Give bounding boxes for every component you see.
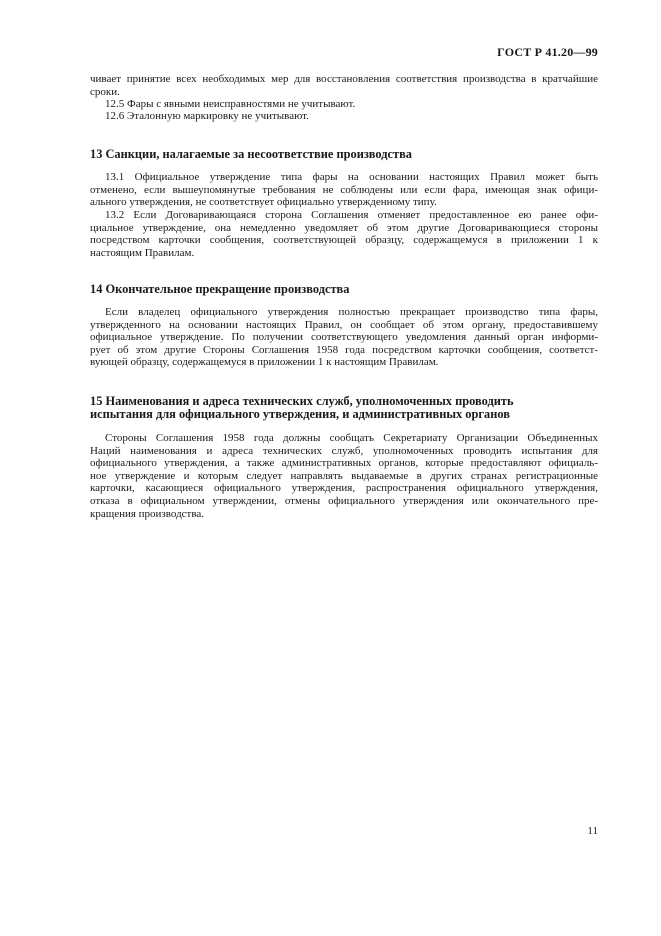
clause-13-1 — [90, 171, 598, 209]
heading-line: испытания для официального утверждения, и административных органов — [90, 407, 510, 422]
section-15-heading — [90, 395, 598, 422]
text-line: кращения производства. — [90, 507, 205, 520]
section-14-heading: 14 Окончательное прекращение производства — [90, 282, 350, 296]
text-line: отменено, если вышеупомянутые требования не соблюдены или если фара, имеющая знак офици- — [90, 183, 598, 196]
text-line: 13.1 Официальное утверждение типа фары на основании настоящих Правил может быть — [105, 171, 598, 183]
section-14-paragraph — [90, 306, 598, 369]
document-header-id: ГОСТ Р 41.20—99 — [497, 45, 598, 59]
text-line: ное утверждение и которым следует направлять выдаваемые в других странах регистрационные — [90, 469, 598, 482]
text-line: ального утверждения, не соответствует официально утвержденному типу. — [90, 196, 437, 209]
section-13-heading: 13 Санкции, налагаемые за несоответствие производства — [90, 147, 412, 161]
text-line: официальное утверждение. По получении соответствующего уведомления данный орган информи- — [90, 331, 598, 344]
text-line: 13.2 Если Договаривающаяся сторона Соглашения отменяет предоставленное ею ранее офи- — [105, 209, 598, 221]
text-line: отказа в официальном утверждении, отмены официального утверждения или окончательного пре- — [90, 494, 598, 507]
heading-line: 15 Наименования и адреса технических служб, уполномоченных проводить — [90, 394, 514, 408]
clause-12-5: 12.5 Фары с явными неисправностями не учитывают. — [105, 98, 356, 110]
text-line: циальное утверждение, она немедленно уведомляет об этом другие Договаривающиеся стороны — [90, 221, 598, 234]
text-line: Наций наименования и адреса технических служб, уполномоченных проводить испытания для — [90, 444, 598, 457]
section-15-paragraph — [90, 432, 598, 520]
text-line: чивает принятие всех необходимых мер для восстановления соответствия производства в кратчайшие — [90, 73, 598, 85]
text-line: утвержденного на основании настоящих Правил, он сообщает об этом органу, предоставившему — [90, 318, 598, 331]
text-line: посредством карточки сообщения, соответствующей образцу, содержащемуся в приложении 1 к — [90, 234, 598, 247]
clause-12-6: 12.6 Эталонную маркировку не учитывают. — [105, 110, 309, 122]
text-line: рует об этом другие Стороны Соглашения 1958 года посредством карточки сообщения, соответст- — [90, 343, 598, 356]
page-number: 11 — [587, 825, 598, 837]
text-line: карточки, касающиеся официального утверждения, распространения официального утверждения, — [90, 482, 598, 495]
text-line: настоящим Правилам. — [90, 246, 195, 259]
text-line: вующей образцу, содержащемуся в приложении 1 к настоящим Правилам. — [90, 356, 439, 369]
text-line: Стороны Соглашения 1958 года должны сообщать Секретариату Организации Объединенных — [105, 432, 598, 444]
text-line: Если владелец официального утверждения полностью прекращает производство типа фары, — [105, 306, 598, 318]
intro-paragraph — [90, 73, 598, 98]
clause-13-2 — [90, 209, 598, 259]
text-line: официального утверждения, а также административных органов, которые предоставляют официаль- — [90, 457, 598, 470]
text-line: сроки. — [90, 85, 120, 98]
